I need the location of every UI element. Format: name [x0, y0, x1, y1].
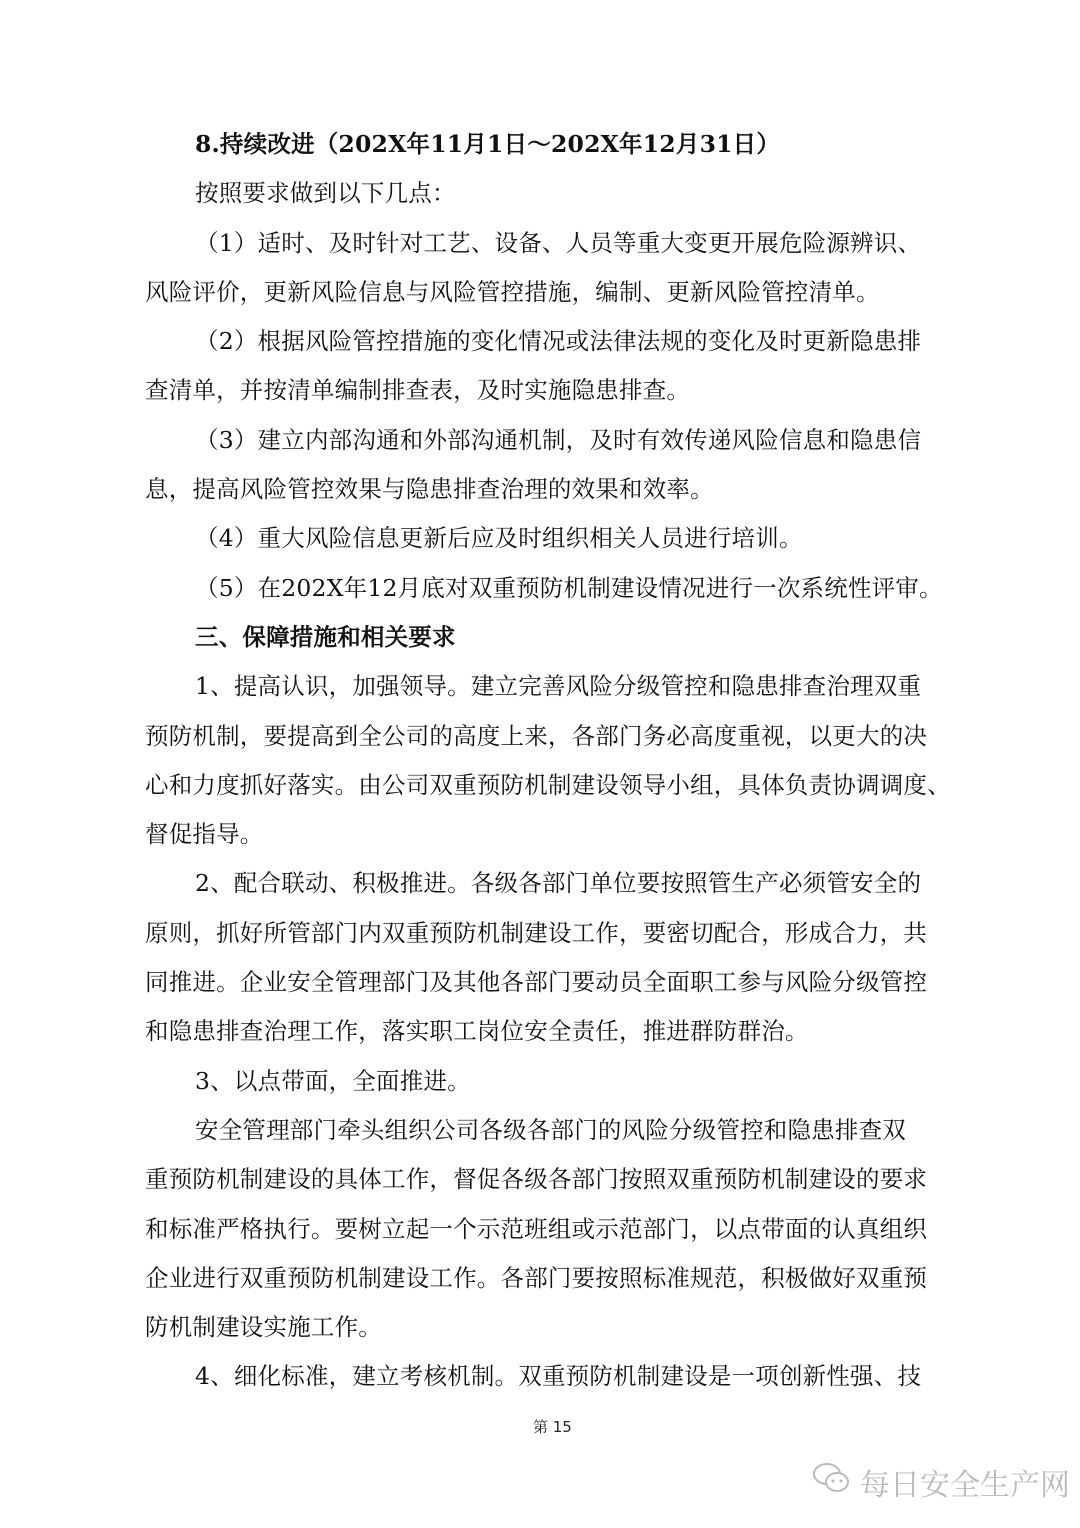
text-line: 2、配合联动、积极推进。各级各部门单位要按照管生产必须管安全的: [195, 869, 922, 898]
text-line: 督促指导。: [145, 820, 264, 849]
paragraph: [145, 219, 985, 318]
paragraph: [145, 564, 985, 613]
text-line: 和标准严格执行。要树立起一个示范班组或示范部门，以点带面的认真组织: [145, 1214, 928, 1243]
text-line: 三、保障措施和相关要求: [195, 622, 456, 651]
section-heading: [145, 613, 985, 662]
text-line: 1、提高认识，加强领导。建立完善风险分级管控和隐患排查治理双重: [195, 672, 922, 701]
wechat-icon: [812, 1461, 852, 1503]
paragraph: [145, 1106, 985, 1352]
text-line: 风险评价，更新风险信息与风险管控措施，编制、更新风险管控清单。: [145, 277, 880, 306]
paragraph: [145, 1352, 985, 1401]
text-line: 按照要求做到以下几点：: [195, 179, 456, 208]
text-line: 安全管理部门牵头组织公司各级各部门的风险分级管控和隐患排查双: [195, 1115, 906, 1144]
text-line: 查清单，并按清单编制排查表，及时实施隐患排查。: [145, 376, 691, 405]
text-line: （2）根据风险管控措施的变化情况或法律法规的变化及时更新隐患排: [195, 327, 922, 356]
text-line: 同推进。企业安全管理部门及其他各部门要动员全面职工参与风险分级管控: [145, 968, 928, 997]
paragraph: [145, 1057, 985, 1106]
text-line: （4）重大风险信息更新后应及时组织相关人员进行培训。: [195, 524, 803, 553]
text-line: （5）在202X年12月底对双重预防机制建设情况进行一次系统性评审。: [195, 573, 943, 602]
paragraph: [145, 514, 985, 563]
paragraph: [145, 416, 985, 515]
text-line: 4、细化标准，建立考核机制。双重预防机制建设是一项创新性强、技: [195, 1362, 922, 1391]
document-body: [145, 120, 985, 1402]
text-line: （3）建立内部沟通和外部沟通机制，及时有效传递风险信息和隐患信: [195, 425, 922, 454]
text-line: 和隐患排查治理工作，落实职工岗位安全责任，推进群防群治。: [145, 1017, 809, 1046]
section-heading: [145, 120, 985, 169]
paragraph: [145, 317, 985, 416]
watermark-text: 每日安全生产网: [860, 1468, 1070, 1503]
text-line: 防机制建设实施工作。: [145, 1313, 382, 1342]
watermark: [812, 1460, 1070, 1504]
text-line: 企业进行双重预防机制建设工作。各部门要按照标准规范，积极做好双重预: [145, 1263, 928, 1292]
text-line: 预防机制，要提高到全公司的高度上来，各部门务必高度重视，以更大的决: [145, 721, 928, 750]
paragraph: [145, 859, 985, 1056]
paragraph: [145, 662, 985, 859]
text-line: （1）适时、及时针对工艺、设备、人员等重大变更开展危险源辨识、: [195, 228, 922, 257]
text-line: 心和力度抓好落实。由公司双重预防机制建设领导小组，具体负责协调调度、: [145, 770, 951, 799]
text-line: 8.持续改进（202X年11月1日～202X年12月31日）: [195, 130, 781, 158]
text-line: 原则，抓好所管部门内双重预防机制建设工作，要密切配合，形成合力，共: [145, 918, 928, 947]
text-line: 3、以点带面，全面推进。: [195, 1066, 471, 1095]
page-number: 第 15: [533, 1418, 572, 1436]
text-line: 重预防机制建设的具体工作，督促各级各部门按照双重预防机制建设的要求: [145, 1165, 928, 1194]
paragraph: [145, 169, 985, 218]
text-line: 息，提高风险管控效果与隐患排查治理的效果和效率。: [145, 475, 714, 504]
